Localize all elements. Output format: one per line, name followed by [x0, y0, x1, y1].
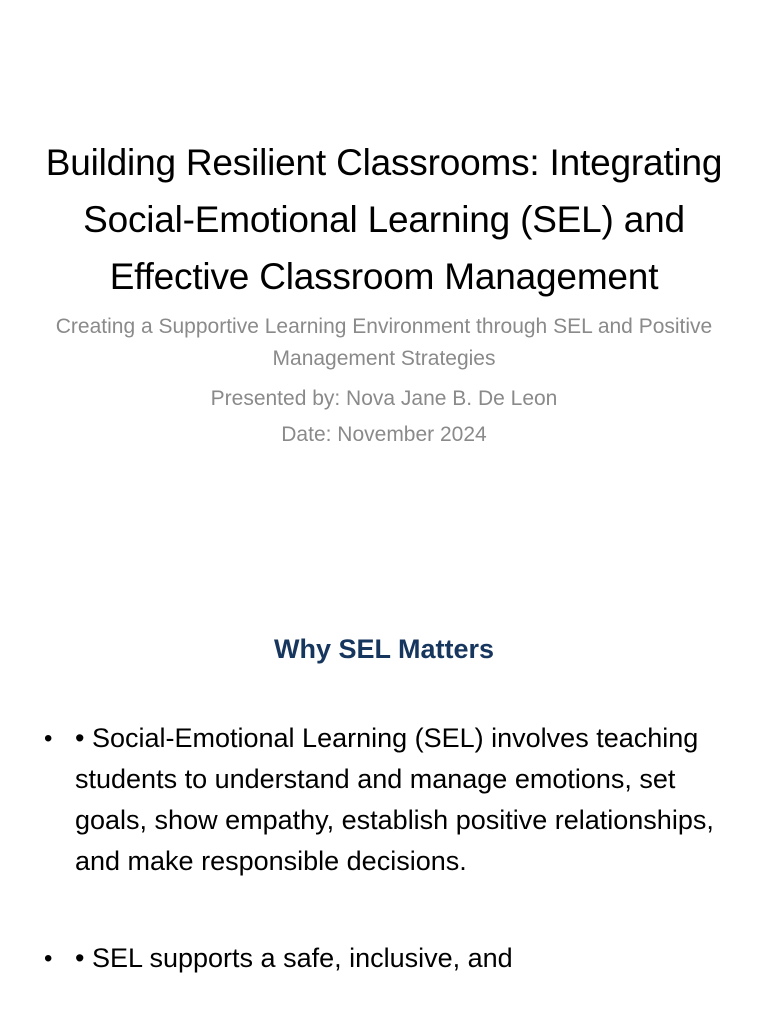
bullet-list	[40, 718, 728, 1024]
presentation-subtitle: Creating a Supportive Learning Environment through SEL and Positive Management Strategies	[55, 315, 713, 370]
title-block	[40, 134, 728, 451]
bullet-marker: •	[44, 945, 53, 972]
bullet-marker: •	[44, 725, 53, 752]
presentation-title: Building Resilient Classrooms: Integrating Social-Emotional Learning (SEL) and Effective Classroom Management	[45, 142, 723, 297]
presentation-date: Date: November 2024	[281, 423, 487, 446]
section-heading: Why SEL Matters	[273, 634, 495, 664]
bullet-item	[40, 718, 728, 882]
bullet-item	[40, 938, 728, 979]
presenter-name: Presented by: Nova Jane B. De Leon	[210, 387, 558, 410]
why-sel-matters-slide	[0, 576, 768, 1024]
bullet-text: • Social-Emotional Learning (SEL) involves teaching students to understand and manage emotions, set goals, show empathy, establish positive relationships, and make responsible decisions.	[75, 723, 714, 876]
bullet-text: • SEL supports a safe, inclusive, and	[75, 943, 513, 973]
